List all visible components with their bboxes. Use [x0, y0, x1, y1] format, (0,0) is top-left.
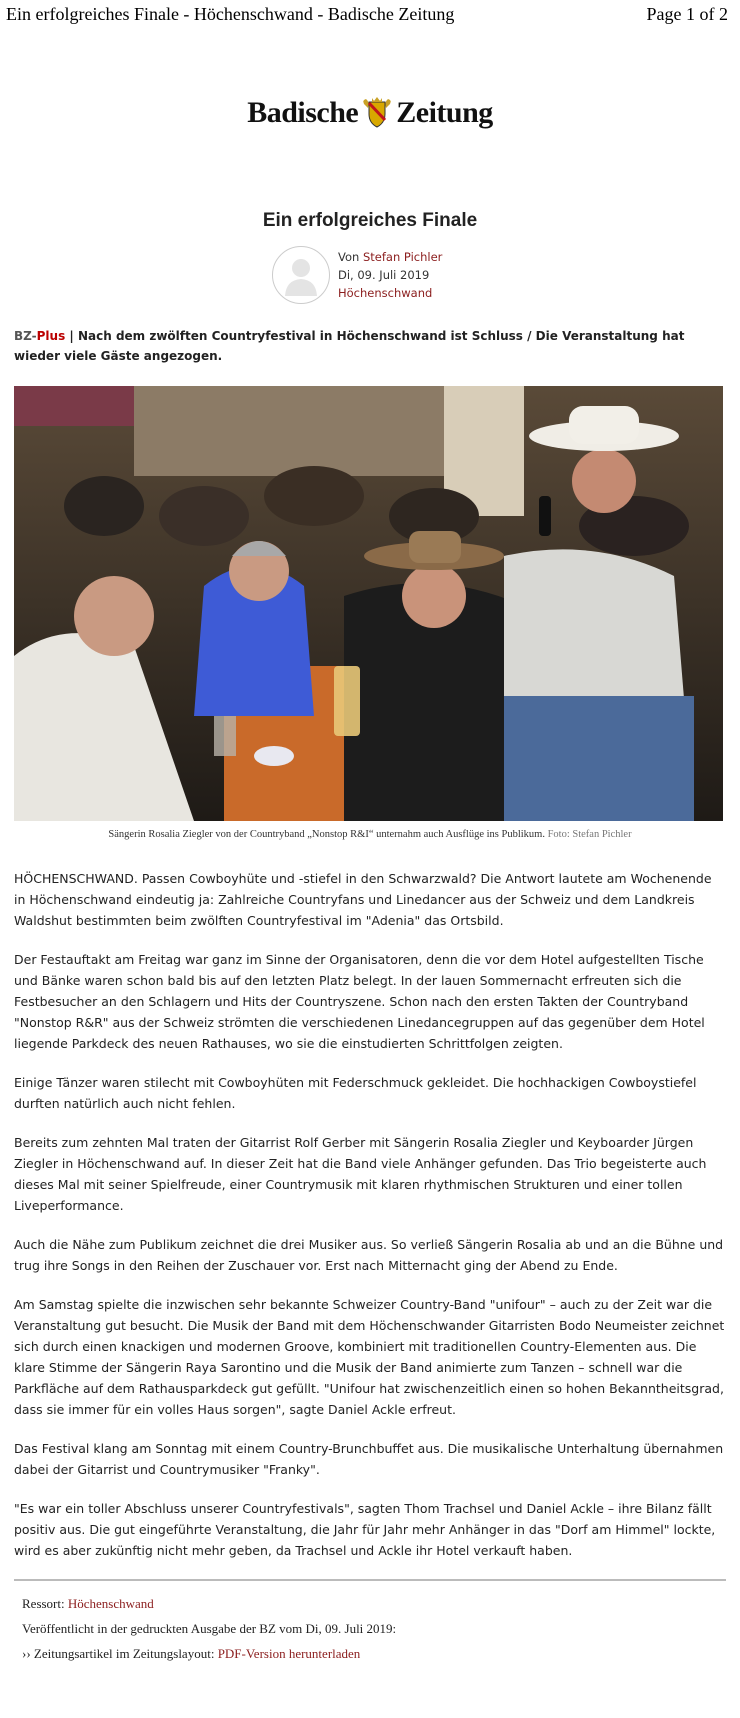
paragraph: Bereits zum zehnten Mal traten der Gitarrist Rolf Gerber mit Sängerin Rosalia Ziegler und Keyboarder Jürgen Ziegler in Höchenschwand auf. In dieser Zeit hat die Band viele Anhänger gefunden. Das Trio begeisterte auch dieses Mal mit seiner Spielfreude, einer Countrymusik mit klaren rhythmischen Strukturen und einer tollen Liveperformance.	[14, 1135, 707, 1213]
print-title: Ein erfolgreiches Finale - Höchenschwand - Badische Zeitung	[6, 4, 455, 24]
paragraph: Das Festival klang am Sonntag mit einem Country-Brunchbuffet aus. Die musikalische Unterhaltung übernahmen dabei der Gitarrist und Countrymusiker "Franky".	[14, 1441, 724, 1477]
ressort-label: Ressort:	[22, 1596, 68, 1611]
paragraph: Der Festauftakt am Freitag war ganz im Sinne der Organisatoren, denn die vor dem Hotel aufgestellten Tische und Bänke waren schon bald bis auf den letzten Platz belegt. In der lauen Sommernacht erfreuten sich die Festbesucher an den Schlagern und Hits der Countryszene. Schon nach den ersten Takten der Countryband "Nonstop R&R" aus der Schweiz strömten die verschiedenen Linedancegruppen auf das gegenüber dem Hotel liegende Parkdeck des neuen Rathauses, wo sie die einstudierten Schrittfolgen zeigten.	[14, 952, 705, 1051]
paragraph: Einige Tänzer waren stilecht mit Cowboyhüten mit Federschmuck gekleidet. Die hochhackigen Cowboystiefel durften natürlich auch nicht fehlen.	[14, 1075, 697, 1111]
logo-text-right: Zeitung	[396, 96, 493, 129]
print-header	[0, 0, 740, 28]
article-lead: BZ-Plus | Nach dem zwölften Countryfestival in Höchenschwand ist Schluss / Die Veranstaltung hat wieder viele Gäste angezogen.	[14, 329, 685, 363]
paragraph: Am Samstag spielte die inzwischen sehr bekannte Schweizer Country-Band "unifour" – auch zu der Zeit war die Veranstaltung gut besucht. Die Musik der Band mit dem Höchenschwander Gitarristen Bodo Neumeister zeichnet sich durch einen knackigen und modernen Groove, kombiniert mit traditionellen Country-Elementen aus. Die klare Stimme der Sängerin Raya Sarontino und die Musik der Band animierte zum Tanzen – schnell war die Parkfläche auf dem Rathausparkdeck gut gefüllt. "Unifour hat zwischenzeitlich einen so hohen Bekanntheitsgrad, dass sie immer für ein volles Haus sorgen", sagte Daniel Ackle erfreut.	[14, 1297, 725, 1417]
article-footer	[22, 1591, 740, 1666]
masthead-logo[interactable]	[0, 88, 740, 138]
author-link[interactable]: Stefan Pichler	[362, 250, 443, 264]
footer-divider	[14, 1579, 726, 1581]
avatar	[272, 246, 330, 304]
publish-date: Di, 09. Juli 2019	[338, 268, 430, 282]
article-body	[14, 868, 726, 1561]
ressort-line	[22, 1591, 740, 1616]
location-link[interactable]: Höchenschwand	[338, 286, 433, 300]
article-photo	[14, 386, 723, 821]
paragraph: "Es war ein toller Abschluss unserer Countryfestivals", sagten Thom Trachsel und Daniel Ackle – ihre Bilanz fällt positiv aus. Die gut eingeführte Veranstaltung, die Jahr für Jahr mehr Anhänger in das "Dorf am Himmel" lockte, wird es aber zukünftig nicht mehr geben, da Trachsel und Ackle ihr Hotel verkauft haben.	[14, 1501, 716, 1558]
logo-text-left: Badische	[247, 96, 359, 129]
download-line	[22, 1641, 740, 1666]
published-note: Veröffentlicht in der gedruckten Ausgabe der BZ vom Di, 09. Juli 2019:	[22, 1621, 397, 1636]
user-silhouette-icon	[274, 248, 328, 302]
photo-caption	[14, 829, 726, 840]
author-block	[0, 246, 740, 304]
paragraph: Auch die Nähe zum Publikum zeichnet die drei Musiker aus. So verließ Sängerin Rosalia ab und an die Bühne und trug ihre Songs in den Reihen der Zuschauer vor. Erst nach Mitternacht ging der Abend zu Ende.	[14, 1237, 724, 1273]
author-meta	[338, 248, 468, 302]
paragraph: HÖCHENSCHWAND. Passen Cowboyhüte und -stiefel in den Schwarzwald? Die Antwort lautete am Wochenende in Höchenschwand eindeutig ja: Zahlreiche Countryfans und Linedancer aus der Schweiz und dem Landkreis Waldshut bestimmten beim zwölften Countryfestival im "Adenia" das Ortsbild.	[14, 871, 712, 928]
photo-credit: Foto: Stefan Pichler	[544, 829, 632, 840]
coat-of-arms-icon	[360, 96, 394, 130]
pdf-download-link[interactable]: PDF-Version herunterladen	[217, 1646, 361, 1661]
ressort-link[interactable]: Höchenschwand	[67, 1596, 154, 1611]
lead-text: Nach dem zwölften Countryfestival in Höchenschwand ist Schluss / Die Veranstaltung hat wieder viele Gäste angezogen.	[14, 329, 685, 363]
bz-plus-badge: BZ-Plus	[14, 329, 66, 343]
article-title: Ein erfolgreiches Finale	[262, 210, 478, 231]
page-indicator: Page 1 of 2	[646, 4, 728, 24]
caption-text: Sängerin Rosalia Ziegler von der Countryband „Nonstop R&I“ unternahm auch Ausflüge ins Publikum.	[108, 829, 545, 840]
author-prefix: Von	[338, 250, 363, 264]
download-prefix: ›› Zeitungsartikel im Zeitungslayout:	[22, 1646, 218, 1661]
